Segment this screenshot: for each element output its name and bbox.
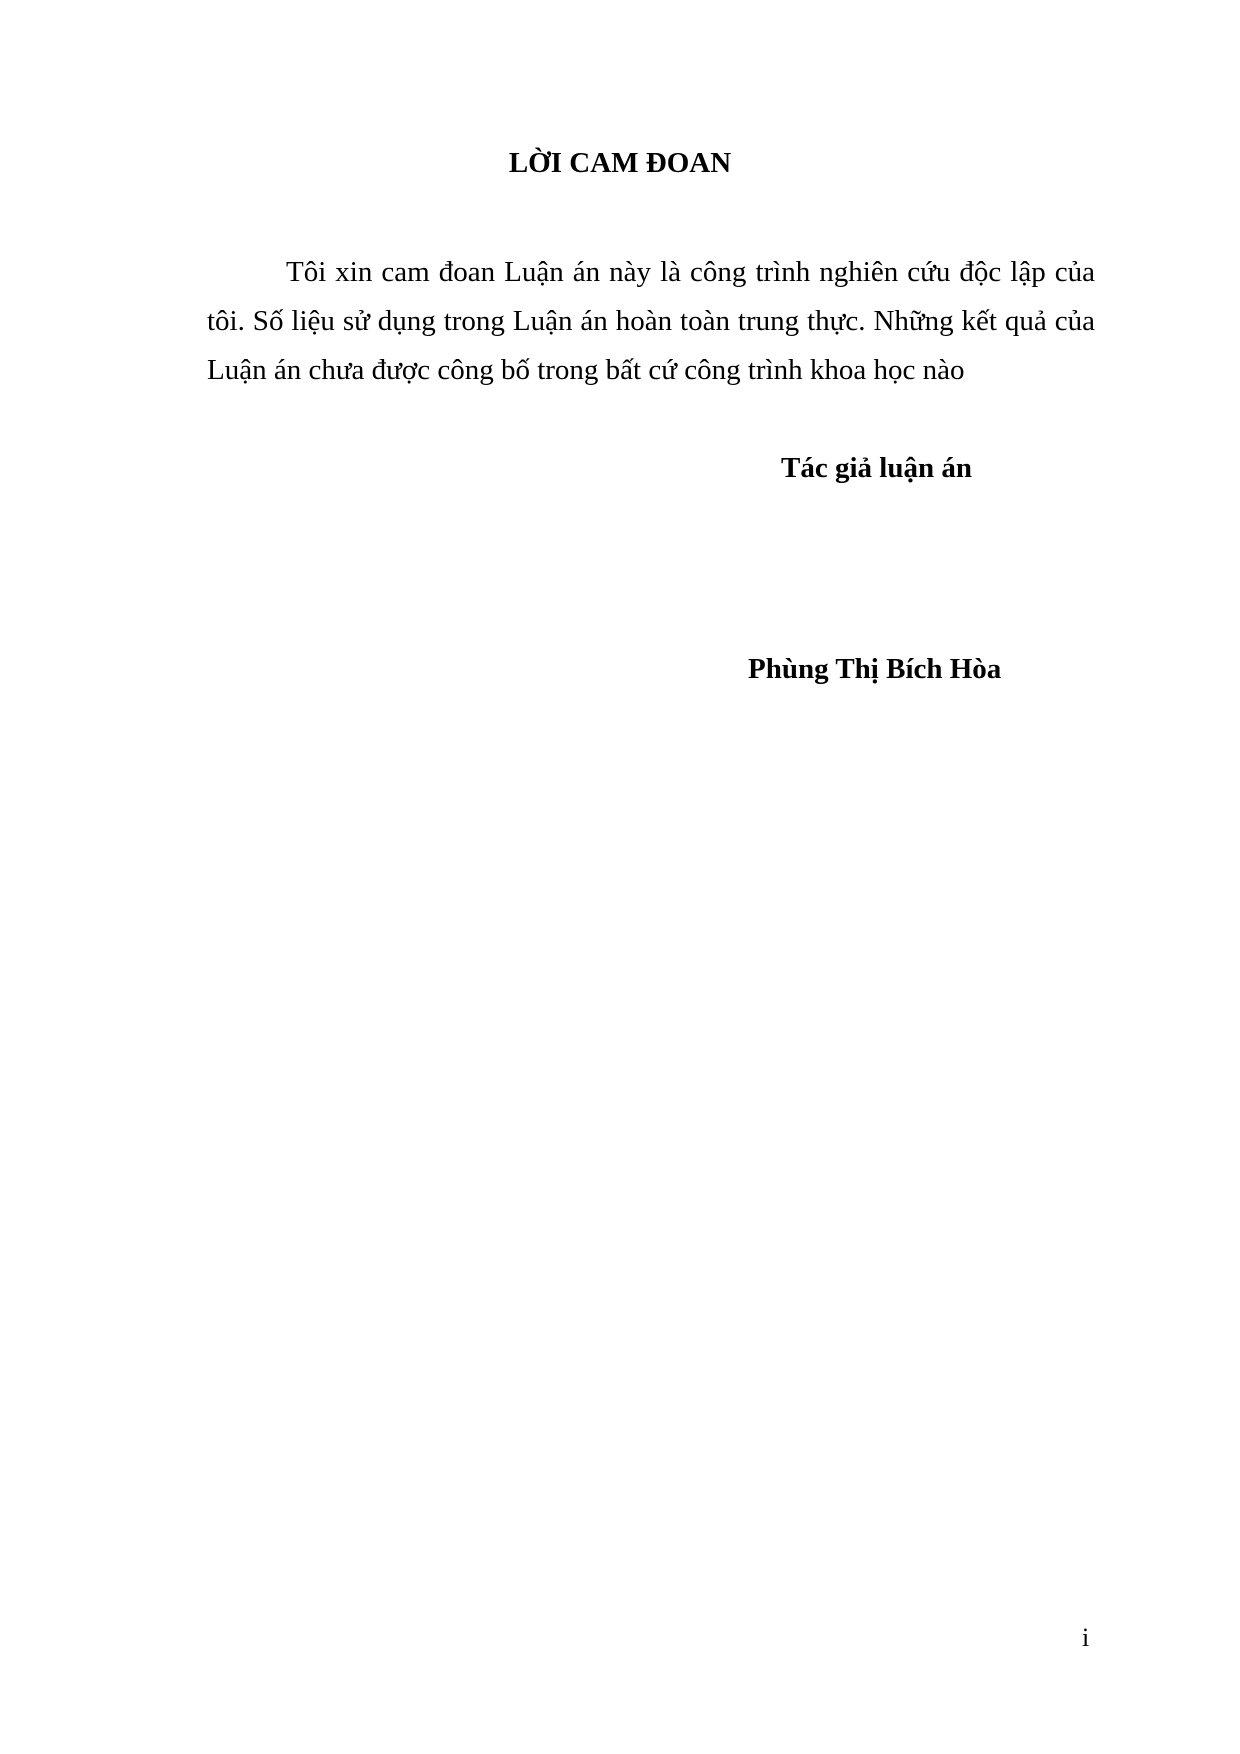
- declaration-paragraph: Tôi xin cam đoan Luận án này là công trình nghiên cứu độc lập của tôi. Số liệu sử dụng trong Luận án hoàn toàn trung thực. Những kết quả của Luận án chưa được công bố trong bất cứ công trình khoa học nào: [207, 256, 1095, 386]
- page-title: LỜI CAM ĐOAN: [508, 147, 732, 179]
- author-role-label: Tác giả luận án: [781, 452, 972, 484]
- author-name: Phùng Thị Bích Hòa: [748, 653, 1002, 685]
- page-number: i: [1082, 1623, 1090, 1652]
